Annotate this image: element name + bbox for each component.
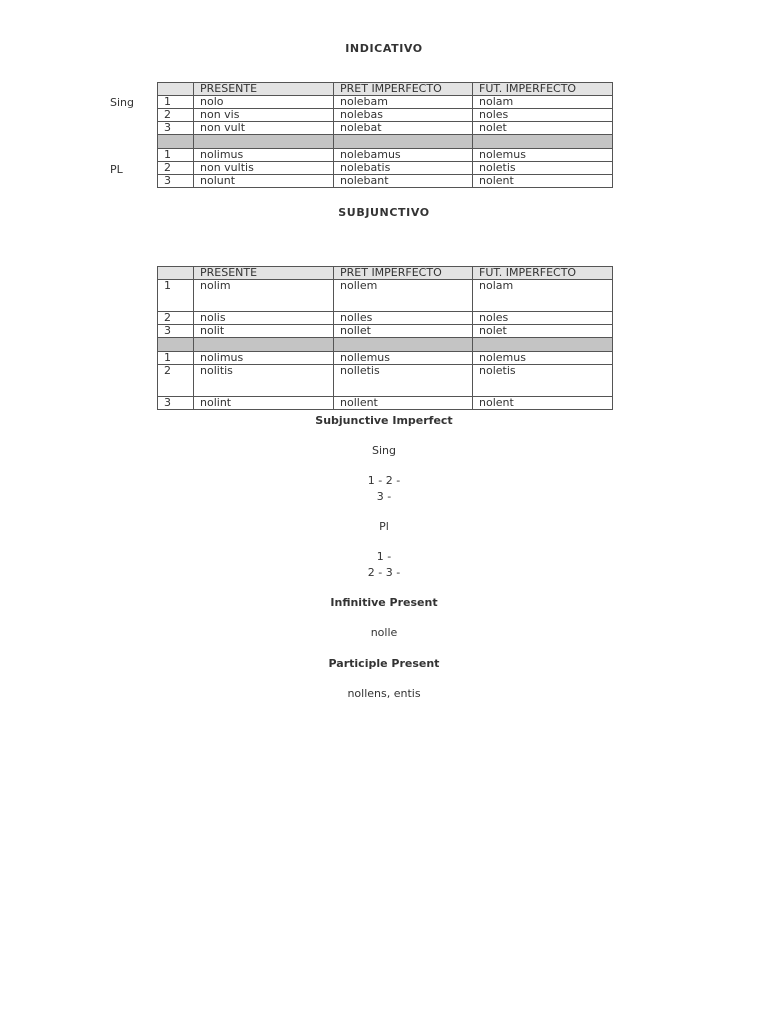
table-header-row xyxy=(158,83,613,96)
person-cell: 3 xyxy=(158,122,194,135)
subjunctive-imperfect-pl-line: 1 - xyxy=(376,550,392,563)
table-cell: nolunt xyxy=(194,175,334,188)
table-cell: nolet xyxy=(473,122,613,135)
table-cell: noletis xyxy=(473,365,613,397)
table-cell: nolent xyxy=(473,397,613,410)
header-cell: PRET IMPERFECTO xyxy=(334,83,473,96)
table-cell: nolimus xyxy=(194,149,334,162)
header-cell: PRET IMPERFECTO xyxy=(334,267,473,280)
table-cell: nolebamus xyxy=(334,149,473,162)
table-row xyxy=(158,175,613,188)
subjunctive-imperfect-heading: Subjunctive Imperfect xyxy=(315,414,453,427)
participle-present-value: nollens, entis xyxy=(347,687,421,700)
table-header-row xyxy=(158,267,613,280)
separator-cell xyxy=(194,338,334,352)
table-cell: nolles xyxy=(334,312,473,325)
table-cell: nollem xyxy=(334,280,473,312)
table-cell: nolebam xyxy=(334,96,473,109)
subjunctive-imperfect-sing-label: Sing xyxy=(372,444,396,457)
separator-cell xyxy=(473,135,613,149)
table-cell: nolebant xyxy=(334,175,473,188)
table-cell: noletis xyxy=(473,162,613,175)
table-cell: nolimus xyxy=(194,352,334,365)
person-cell: 1 xyxy=(158,96,194,109)
table-cell: noles xyxy=(473,312,613,325)
person-cell: 1 xyxy=(158,280,194,312)
subjunctive-imperfect-pl-label: Pl xyxy=(379,520,389,533)
table-cell: nolim xyxy=(194,280,334,312)
table-row xyxy=(158,312,613,325)
table-row xyxy=(158,109,613,122)
subjunctive-imperfect-sing-line: 3 - xyxy=(376,490,392,503)
table-cell: non vis xyxy=(194,109,334,122)
table-row xyxy=(158,96,613,109)
table-cell: nolet xyxy=(473,325,613,338)
table-cell: nolemus xyxy=(473,149,613,162)
table-row xyxy=(158,280,613,312)
participle-present-heading: Participle Present xyxy=(328,657,440,670)
table-cell: nollemus xyxy=(334,352,473,365)
person-cell: 3 xyxy=(158,175,194,188)
table-cell: nolebatis xyxy=(334,162,473,175)
table-cell: nolitis xyxy=(194,365,334,397)
separator-cell xyxy=(158,135,194,149)
table-row xyxy=(158,397,613,410)
singular-label: Sing xyxy=(110,96,134,109)
table-cell: noles xyxy=(473,109,613,122)
person-cell: 3 xyxy=(158,397,194,410)
separator-row xyxy=(158,135,613,149)
header-cell: PRESENTE xyxy=(194,83,334,96)
table-cell: non vultis xyxy=(194,162,334,175)
table-cell: nolo xyxy=(194,96,334,109)
table-cell: nolint xyxy=(194,397,334,410)
table-row xyxy=(158,122,613,135)
separator-cell xyxy=(158,338,194,352)
table-row xyxy=(158,149,613,162)
header-cell: FUT. IMPERFECTO xyxy=(473,267,613,280)
separator-cell xyxy=(334,338,473,352)
header-cell: FUT. IMPERFECTO xyxy=(473,83,613,96)
table-cell: nollent xyxy=(334,397,473,410)
person-cell: 2 xyxy=(158,109,194,122)
header-cell: PRESENTE xyxy=(194,267,334,280)
person-cell: 1 xyxy=(158,352,194,365)
header-cell xyxy=(158,267,194,280)
subjunctivo-heading: SUBJUNCTIVO xyxy=(338,206,430,219)
infinitive-present-value: nolle xyxy=(370,626,398,639)
table-row xyxy=(158,352,613,365)
table-row xyxy=(158,365,613,397)
person-cell: 1 xyxy=(158,149,194,162)
table-cell: nolam xyxy=(473,96,613,109)
separator-cell xyxy=(473,338,613,352)
table-cell: nolebat xyxy=(334,122,473,135)
infinitive-present-heading: Infinitive Present xyxy=(330,596,438,609)
table-row xyxy=(158,162,613,175)
person-cell: 2 xyxy=(158,312,194,325)
table-cell: nolam xyxy=(473,280,613,312)
separator-cell xyxy=(334,135,473,149)
table-cell: nollet xyxy=(334,325,473,338)
table-cell: nolemus xyxy=(473,352,613,365)
person-cell: 3 xyxy=(158,325,194,338)
subjunctive-imperfect-sing-line: 1 - 2 - xyxy=(367,474,401,487)
subjunctivo-table xyxy=(157,266,613,410)
table-cell: nolit xyxy=(194,325,334,338)
subjunctive-imperfect-pl-line: 2 - 3 - xyxy=(367,566,401,579)
plural-label: PL xyxy=(110,163,123,176)
separator-row xyxy=(158,338,613,352)
table-cell: non vult xyxy=(194,122,334,135)
header-cell xyxy=(158,83,194,96)
table-cell: nolent xyxy=(473,175,613,188)
separator-cell xyxy=(194,135,334,149)
person-cell: 2 xyxy=(158,365,194,397)
person-cell: 2 xyxy=(158,162,194,175)
table-row xyxy=(158,325,613,338)
indicativo-heading: INDICATIVO xyxy=(345,42,423,55)
table-cell: nolebas xyxy=(334,109,473,122)
table-cell: nolletis xyxy=(334,365,473,397)
indicativo-table xyxy=(157,82,613,188)
table-cell: nolis xyxy=(194,312,334,325)
